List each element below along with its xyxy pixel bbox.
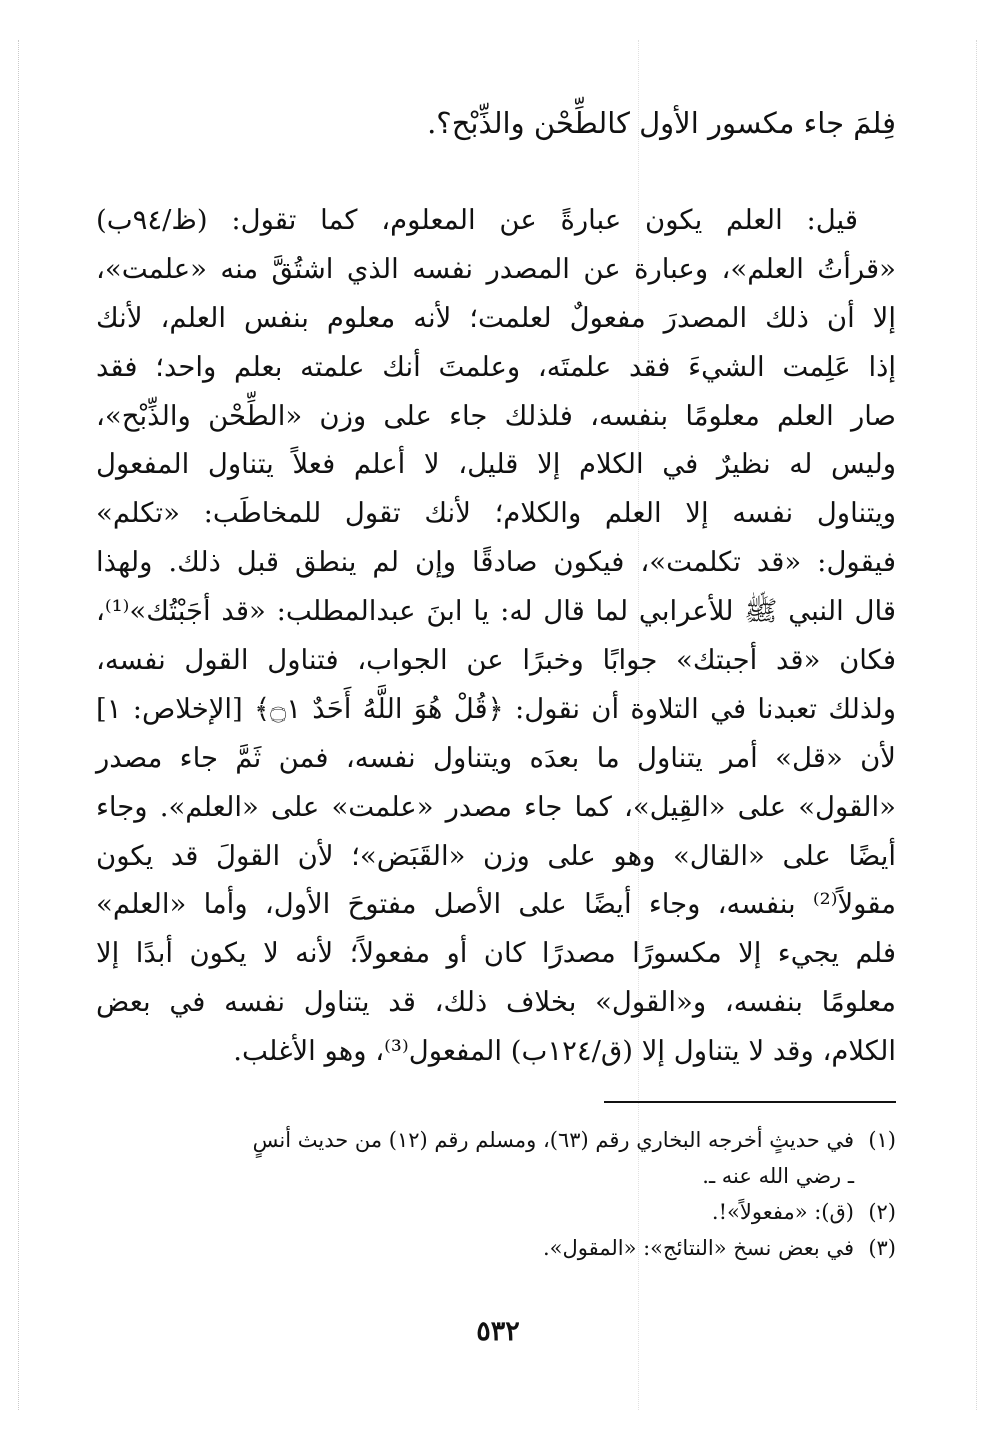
text-line: قيل: العلم يكون عبارةً عن المعلوم، كما تقول: (ظ/٩٤ب) bbox=[96, 204, 858, 236]
footnote-continuation: ـ رضي الله عنه ـ. bbox=[702, 1164, 854, 1188]
text-line: فيقول: «قد تكلمت»، فيكون صادقًا وإن لم ينطق قبل ذلك. ولهذا bbox=[96, 546, 896, 579]
text-line: فلم يجيء إلا مكسورًا مصدرًا كان أو مفعولاً؛ لأنه لا يكون أبدًا إلا bbox=[96, 937, 896, 970]
main-text bbox=[96, 196, 896, 1076]
text-line: أيضًا على «القال» وهو على وزن «القَبَض»؛ لأن القولَ قد يكون bbox=[96, 839, 896, 872]
text-line: مقولاً⁽²⁾ بنفسه، وجاء أيضًا على الأصل مفتوحَ الأول، وأما «العلم» bbox=[96, 888, 896, 921]
page-number: ٥٣٢ bbox=[476, 1316, 520, 1347]
text-line: «القول» على «القِيل»، كما جاء مصدر «علمت» على «العلم». وجاء bbox=[96, 790, 896, 823]
footnote-text: في بعض نسخ «النتائج»: «المقول». bbox=[542, 1236, 854, 1260]
footnote-separator bbox=[604, 1101, 896, 1103]
scan-edge-left bbox=[18, 40, 19, 1410]
text-line: «قرأتُ العلم»، وعبارة عن المصدر نفسه الذي اشتُقَّ منه «علمت»، bbox=[96, 252, 896, 285]
footnotes bbox=[96, 1122, 896, 1266]
text-line: الكلام، وقد لا يتناول إلا (ق/١٢٤ب) المفعول⁽³⁾، وهو الأغلب. bbox=[233, 1035, 896, 1068]
footnote-1 bbox=[96, 1122, 896, 1158]
footnote-number: (٢) bbox=[868, 1200, 896, 1224]
scan-edge-right bbox=[976, 40, 977, 1410]
text-line: لأن «قل» أمر يتناول ما بعدَه ويتناول نفسه، فمن ثَمَّ جاء مصدر bbox=[96, 741, 896, 774]
footnote-3 bbox=[96, 1230, 896, 1266]
text-line: إلا أن ذلك المصدرَ مفعولٌ لعلمت؛ لأنه معلوم بنفس العلم، لأنك bbox=[96, 301, 896, 334]
footnote-2 bbox=[96, 1194, 896, 1230]
opening-question: فِلمَ جاء مكسور الأول كالطِّحْن والذِّبْح؟. bbox=[427, 106, 896, 140]
footnote-number: (٣) bbox=[868, 1236, 896, 1260]
text-line: قال النبي ﷺ للأعرابي لما قال له: يا ابنَ عبدالمطلب: «قد أجَبْتُك»⁽¹⁾، bbox=[96, 595, 896, 628]
text-line: معلومًا بنفسه، و«القول» بخلاف ذلك، قد يتناول نفسه في بعض bbox=[96, 986, 896, 1019]
text-line: ويتناول نفسه إلا العلم والكلام؛ لأنك تقول للمخاطَب: «تكلم» bbox=[96, 497, 896, 530]
text-line: فكان «قد أجبتك» جوابًا وخبرًا عن الجواب، فتناول القول نفسه، bbox=[96, 644, 896, 677]
text-line: صار العلم معلومًا بنفسه، فلذلك جاء على وزن «الطِّحْن والذِّبْح»، bbox=[96, 399, 896, 432]
footnote-text: في حديثٍ أخرجه البخاري رقم (٦٣)، ومسلم رقم (١٢) من حديث أنسٍ bbox=[252, 1128, 854, 1152]
text-line: إذا عَلِمت الشيءَ فقد علمتَه، وعلمتَ أنك علمته بعلم واحد؛ فقد bbox=[96, 350, 896, 383]
footnote-text: (ق): «مفعولاً»!. bbox=[711, 1200, 854, 1224]
text-line: ولذلك تعبدنا في التلاوة أن نقول: ﴿قُلْ هُوَ اللَّهُ أَحَدٌ ۝١﴾ [الإخلاص: ١] bbox=[96, 692, 896, 725]
text-line: وليس له نظيرٌ في الكلام إلا قليل، لا أعلم فعلاً يتناول المفعول bbox=[96, 448, 896, 481]
footnote-number: (١) bbox=[868, 1128, 896, 1152]
